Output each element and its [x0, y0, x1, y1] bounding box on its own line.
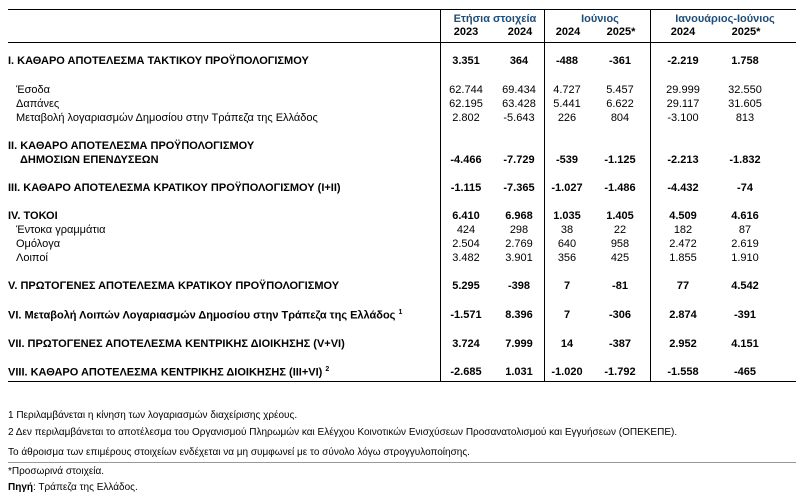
cell: 640 [557, 238, 577, 250]
cell: -398 [507, 280, 531, 292]
cell: 87 [738, 224, 752, 236]
footnote-divider [8, 462, 796, 463]
cell: 2.472 [669, 238, 697, 250]
header-year-4: 2025* [606, 26, 636, 38]
source-text: : Τράπεζα της Ελλάδος. [33, 482, 138, 493]
header-year-1: 2023 [453, 26, 479, 38]
cell: 6.410 [452, 210, 480, 222]
header-group-annual: Ετήσια στοιχεία [453, 13, 537, 25]
cell: -4.432 [667, 182, 699, 194]
row-label [8, 366, 329, 379]
header-group-jan-june: Ιανουάριος-Ιούνιος [675, 13, 775, 25]
header-year-3: 2024 [555, 26, 581, 38]
cell: -1.832 [729, 154, 761, 166]
cell: -5.643 [503, 112, 535, 124]
cell: 2.874 [669, 309, 697, 321]
row-label: III. ΚΑΘΑΡΟ ΑΠΟΤΕΛΕΣΜΑ ΚΡΑΤΙΚΟΥ ΠΡΟΫΠΟΛΟΓΙΣΜΟΥ (I+II) [8, 182, 341, 194]
cell: 32.550 [728, 84, 762, 96]
header-year-6: 2025* [731, 26, 761, 38]
row-label: VII. ΠΡΩΤΟΓΕΝΕΣ ΑΠΟΤΕΛΕΣΜΑ ΚΕΝΤΡΙΚΗΣ ΔΙΟΙΚΗΣΗΣ (V+VI) [8, 338, 345, 350]
column-divider-3 [650, 9, 651, 381]
row-label: Έντοκα γραμμάτια [16, 224, 106, 236]
cell: 2.504 [452, 238, 480, 250]
row-label: Λοιποί [16, 252, 48, 264]
cell: 5.441 [553, 98, 581, 110]
cell: 7 [563, 280, 571, 292]
cell: 31.605 [728, 98, 762, 110]
cell: -1.115 [450, 182, 482, 194]
cell: -387 [608, 338, 632, 350]
cell: 2.802 [452, 112, 480, 124]
cell: 6.968 [505, 210, 533, 222]
cell: 62.195 [449, 98, 483, 110]
cell: 3.901 [505, 252, 533, 264]
cell: 1.758 [731, 55, 759, 67]
cell: 1.405 [606, 210, 634, 222]
cell: 5.457 [606, 84, 634, 96]
cell: 958 [610, 238, 630, 250]
header-group-june: Ιούνιος [581, 13, 619, 25]
cell: -7.365 [503, 182, 535, 194]
row-label-continued: ΔΗΜΟΣΙΩΝ ΕΠΕΝΔΥΣΕΩΝ [20, 154, 159, 166]
cell: -4.466 [450, 154, 482, 166]
top-rule [8, 9, 796, 10]
row-label: I. ΚΑΘΑΡΟ ΑΠΟΤΕΛΕΣΜΑ ΤΑΚΤΙΚΟΥ ΠΡΟΫΠΟΛΟΓΙΣΜΟΥ [8, 55, 309, 67]
cell: 182 [673, 224, 693, 236]
cell: -7.729 [503, 154, 535, 166]
cell: 804 [610, 112, 630, 124]
cell: 2.769 [505, 238, 533, 250]
cell: 14 [560, 338, 574, 350]
cell: 7.999 [505, 338, 533, 350]
row-label-text: VIII. ΚΑΘΑΡΟ ΑΠΟΤΕΛΕΣΜΑ ΚΕΝΤΡΙΚΗΣ ΔΙΟΙΚΗΣΗΣ (III+VI) [8, 366, 323, 379]
cell: 4.151 [731, 338, 759, 350]
row-label: Έσοδα [16, 84, 51, 96]
cell: 5.295 [452, 280, 480, 292]
cell: 226 [557, 112, 577, 124]
row-label-text: VI. Μεταβολή Λοιπών Λογαριασμών Δημοσίου στην Τράπεζα της Ελλάδος [8, 309, 396, 322]
cell: -3.100 [667, 112, 699, 124]
cell: -1.792 [604, 366, 636, 378]
cell: 813 [735, 112, 755, 124]
cell: 3.351 [452, 55, 480, 67]
cell: 2.952 [669, 338, 697, 350]
footnote-marker: 1 [398, 309, 403, 316]
cell: -1.486 [604, 182, 636, 194]
row-label: IV. ΤΟΚΟΙ [8, 210, 58, 222]
cell: 22 [613, 224, 627, 236]
cell: 1.910 [731, 252, 759, 264]
cell: -539 [555, 154, 579, 166]
cell: 1.855 [669, 252, 697, 264]
cell: 3.482 [452, 252, 480, 264]
footnote-2: 2 Δεν περιλαμβάνεται το αποτέλεσμα του Οργανισμού Πληρωμών και Ελέγχου Κοινοτικών Ενισχύσεων Προσανατολισμού και Εγγυήσεων (ΟΠΕΚΕΠΕ). [8, 427, 678, 438]
cell: -2.685 [450, 366, 482, 378]
row-label: Δαπάνες [16, 98, 60, 110]
footnote-marker: 2 [325, 366, 330, 373]
header-rule [8, 42, 796, 43]
cell: 364 [509, 55, 529, 67]
cell: 1.035 [553, 210, 581, 222]
cell: -391 [733, 309, 757, 321]
source-note [8, 482, 138, 493]
cell: 62.744 [449, 84, 483, 96]
footnote-provisional: *Προσωρινά στοιχεία. [8, 466, 105, 477]
cell: 29.999 [666, 84, 700, 96]
cell: -306 [608, 309, 632, 321]
row-label: II. ΚΑΘΑΡΟ ΑΠΟΤΕΛΕΣΜΑ ΠΡΟΫΠΟΛΟΓΙΣΜΟΥ [8, 140, 255, 152]
cell: -1.027 [551, 182, 583, 194]
cell: 1.031 [505, 366, 533, 378]
cell: -2.219 [667, 55, 699, 67]
cell: 8.396 [505, 309, 533, 321]
source-label: Πηγή [8, 482, 33, 493]
cell: 4.616 [731, 210, 759, 222]
cell: 77 [676, 280, 690, 292]
cell: 356 [557, 252, 577, 264]
cell: 3.724 [452, 338, 480, 350]
cell: 424 [456, 224, 476, 236]
cell: -2.213 [667, 154, 699, 166]
row-label: Ομόλογα [16, 238, 61, 250]
cell: 4.542 [731, 280, 759, 292]
cell: 38 [560, 224, 574, 236]
cell: -465 [733, 366, 757, 378]
row-label: V. ΠΡΩΤΟΓΕΝΕΣ ΑΠΟΤΕΛΕΣΜΑ ΚΡΑΤΙΚΟΥ ΠΡΟΫΠΟΛΟΓΙΣΜΟΥ [8, 280, 340, 292]
cell: 7 [563, 309, 571, 321]
cell: 69.434 [502, 84, 536, 96]
row-label: Μεταβολή λογαριασμών Δημοσίου στην Τράπεζα της Ελλάδος [16, 112, 318, 124]
cell: 29.117 [666, 98, 700, 110]
cell: -488 [555, 55, 579, 67]
cell: -81 [612, 280, 628, 292]
cell: 4.727 [553, 84, 581, 96]
cell: 425 [610, 252, 630, 264]
cell: 298 [509, 224, 529, 236]
cell: 2.619 [731, 238, 759, 250]
header-year-2: 2024 [507, 26, 533, 38]
cell: 63.428 [502, 98, 536, 110]
footnote-rounding: Το άθροισμα των επιμέρους στοιχείων ενδέχεται να μη συμφωνεί με το σύνολο λόγω στρογγυλοποίησης. [8, 447, 470, 458]
header-year-5: 2024 [670, 26, 696, 38]
cell: -361 [608, 55, 632, 67]
cell: -1.125 [604, 154, 636, 166]
cell: -1.020 [551, 366, 583, 378]
cell: 6.622 [606, 98, 634, 110]
cell: -1.558 [667, 366, 699, 378]
cell: 4.509 [669, 210, 697, 222]
cell: -74 [737, 182, 753, 194]
bottom-rule [8, 381, 796, 382]
footnote-1: 1 Περιλαμβάνεται η κίνηση των λογαριασμών διαχείρισης χρέους. [8, 410, 298, 421]
row-label [8, 309, 402, 322]
cell: -1.571 [450, 309, 482, 321]
